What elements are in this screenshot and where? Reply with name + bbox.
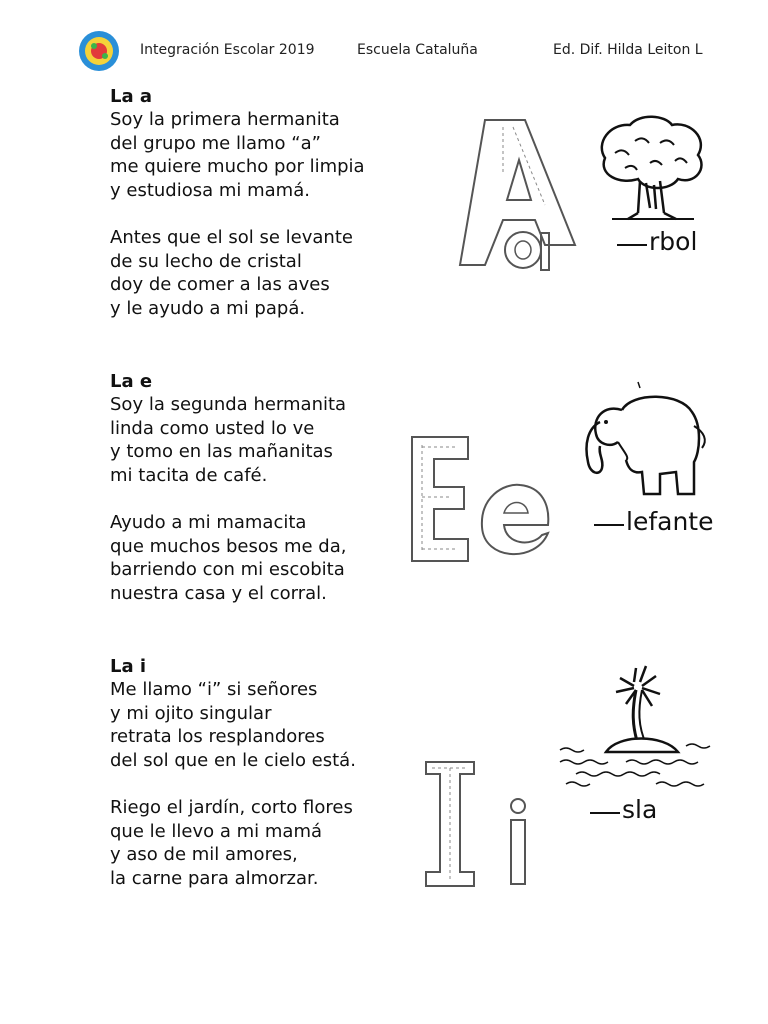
stanza: [110, 511, 410, 605]
island-picture: [556, 660, 716, 795]
blank-line: [617, 244, 647, 246]
letter-e-tracing: [408, 435, 553, 565]
poem-line: Antes que el sol se levante: [110, 227, 353, 248]
word-caption: [590, 795, 657, 824]
poem-line: del grupo me llamo “a”: [110, 132, 321, 154]
poem-line: y estudiosa mi mamá.: [110, 179, 310, 201]
school-logo: [78, 30, 120, 72]
poem-title: La i: [110, 656, 147, 677]
poem-line: doy de comer a las aves: [110, 274, 330, 295]
poem-line: Ayudo a mi mamacita: [110, 512, 307, 533]
stanza: [110, 226, 410, 320]
blank-line: [594, 524, 624, 526]
caption-text: rbol: [649, 227, 698, 256]
letter-a-tracing: [455, 115, 585, 275]
poem-title: La e: [110, 371, 153, 392]
poem-line: me quiere mucho por limpia: [110, 156, 365, 177]
poem-i: [110, 655, 410, 890]
poem-line: y aso de mil amores,: [110, 844, 298, 865]
tree-picture: [590, 113, 710, 223]
teacher-label: Ed. Dif. Hilda Leiton L: [553, 42, 703, 58]
stanza: [110, 108, 410, 202]
poem-line: la carne para almorzar.: [110, 867, 319, 889]
poem-line: linda como usted lo ve: [110, 417, 315, 439]
program-label: Integración Escolar 2019: [140, 42, 315, 58]
poem-line: mi tacita de café.: [110, 464, 268, 486]
stanza: [110, 796, 410, 890]
poem-line: que le llevo a mi mamá: [110, 820, 323, 842]
letter-i-tracing: [424, 760, 534, 890]
poem-line: de su lecho de cristal: [110, 250, 302, 272]
poem-line: nuestra casa y el corral.: [110, 582, 327, 604]
page-header: [0, 0, 768, 80]
poem-title: La a: [110, 86, 153, 107]
poem-line: Soy la primera hermanita: [110, 109, 340, 130]
stanza: [110, 393, 410, 487]
blank-line: [590, 812, 620, 814]
elephant-picture: [570, 382, 710, 502]
poem-line: barriendo con mi escobita: [110, 559, 345, 580]
poem-line: Me llamo “i” si señores: [110, 679, 318, 700]
poem-e: [110, 370, 410, 605]
poem-line: Riego el jardín, corto flores: [110, 797, 353, 818]
poem-line: y le ayudo a mi papá.: [110, 297, 306, 319]
word-caption: [594, 507, 713, 536]
poem-line: Soy la segunda hermanita: [110, 394, 347, 415]
poem-line: del sol que en le cielo está.: [110, 749, 356, 771]
school-label: Escuela Cataluña: [357, 42, 478, 58]
poem-line: y tomo en las mañanitas: [110, 441, 333, 462]
poem-line: que muchos besos me da,: [110, 535, 347, 557]
stanza: [110, 678, 410, 772]
poem-line: retrata los resplandores: [110, 726, 325, 747]
poem-line: y mi ojito singular: [110, 702, 272, 724]
poem-a: [110, 85, 410, 320]
word-caption: [617, 227, 697, 256]
caption-text: sla: [622, 795, 658, 824]
caption-text: lefante: [626, 507, 714, 536]
